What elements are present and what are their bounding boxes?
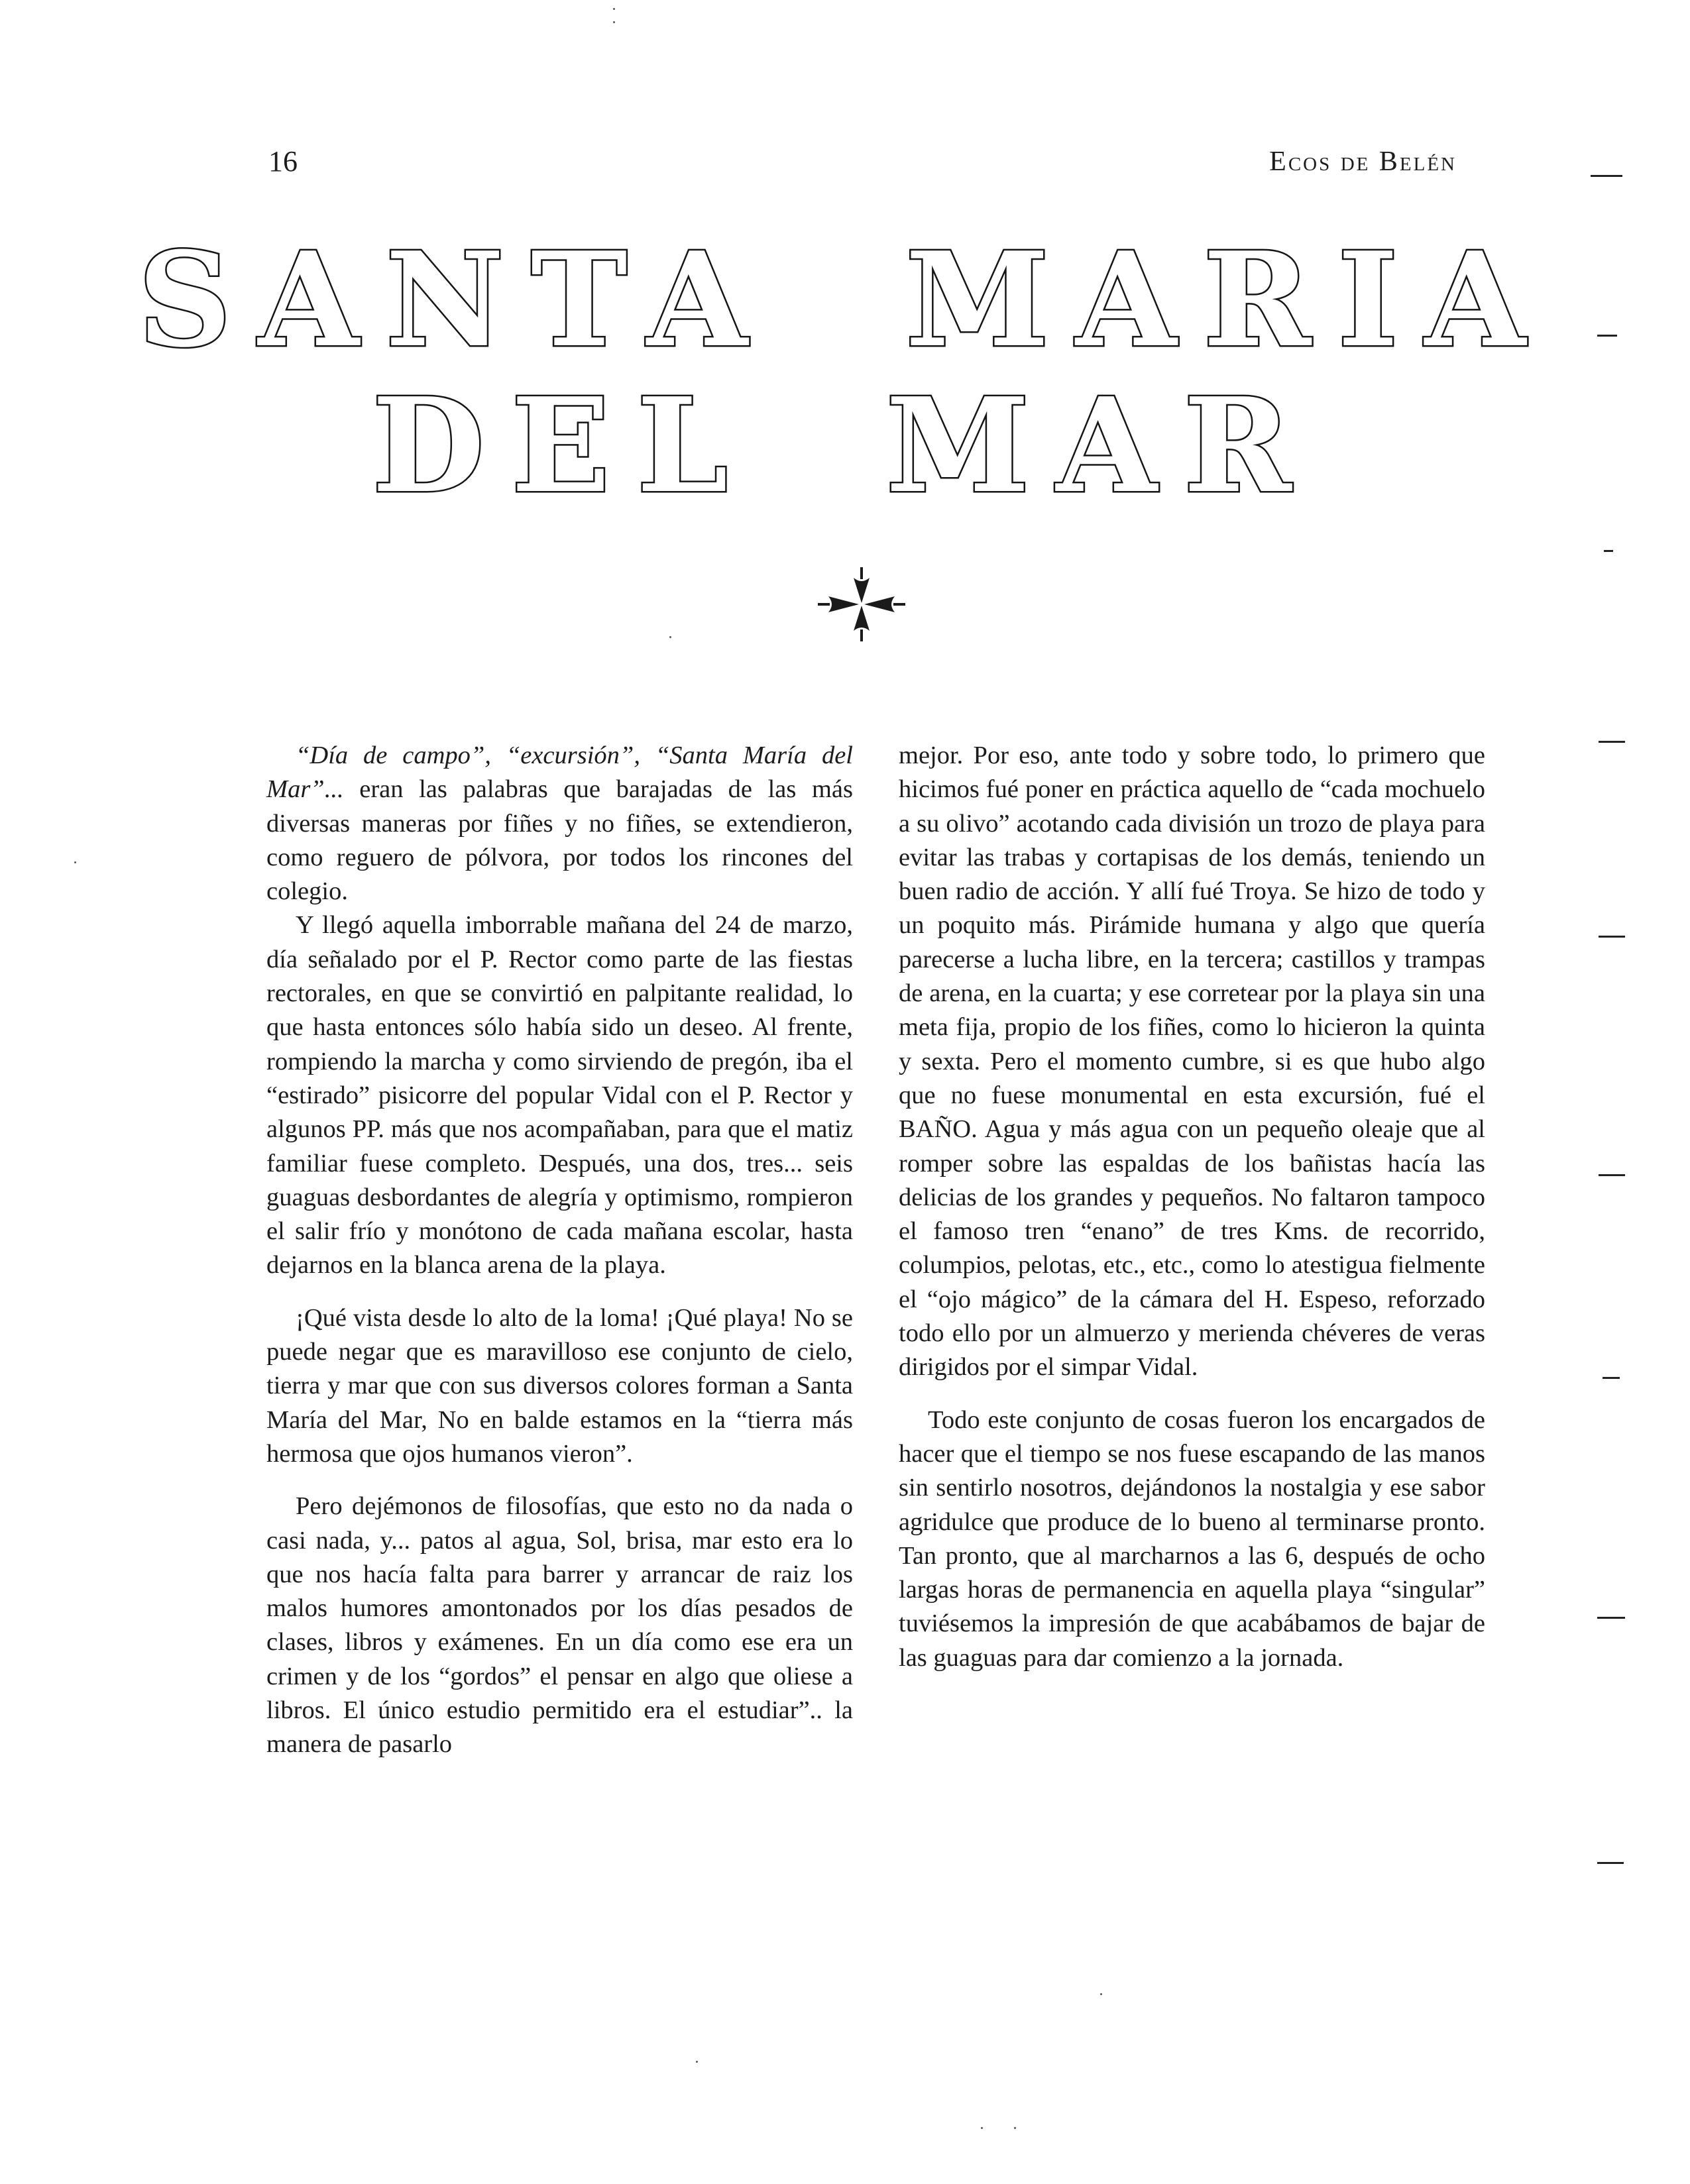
page-number: 16 [268, 145, 298, 178]
speck [1014, 2127, 1016, 2129]
article-column-right [899, 739, 1485, 1675]
speck [1100, 1993, 1102, 1995]
speck [669, 636, 671, 638]
margin-mark [1597, 335, 1617, 337]
margin-mark [1591, 175, 1622, 177]
margin-mark [1604, 550, 1613, 552]
speck [613, 21, 615, 23]
margin-mark [1599, 1174, 1625, 1176]
paragraph-text: eran las palabras que barajadas de las más diversas maneras por fiñes y no fiñes, se extendieron, como reguero de pólvora, por todos los rincones del colegio. [266, 775, 853, 906]
article-title-line-1: SANTA MARIA [138, 224, 1552, 376]
paragraph: ¡Qué vista desde lo alto de la loma! ¡Qué playa! No se puede negar que es maravilloso ese conjunto de cielo, tierra y mar que con sus diversos colores forman a Santa María del Mar, No en balde estamos en la “tierra más hermosa que ojos humanos vieron”. [266, 1303, 853, 1468]
paragraph: Pero dejémonos de filosofías, que esto no da nada o casi nada, y... patos al agua, Sol, brisa, mar esto era lo que nos hacía falta para barrer y arrancar de raiz los malos humores amontonados por los días pesados de clases, libros y exámenes. En un día como ese era un crimen y de los “gordos” el pensar en algo que oliese a libros. El único estudio permitido era el estudiar”.. la manera de pasarlo [266, 1492, 853, 1759]
article-column-left [266, 739, 853, 1762]
paragraph [266, 739, 853, 908]
speck [613, 8, 615, 10]
lead-phrase: “Día de campo”, “excursión”, “Santa María del Mar”... [266, 741, 853, 804]
margin-mark [1597, 1862, 1624, 1864]
margin-mark [1599, 741, 1625, 743]
margin-mark [1597, 1617, 1625, 1619]
speck [981, 2127, 983, 2129]
margin-mark [1603, 1377, 1620, 1379]
margin-mark [1599, 936, 1625, 938]
paragraph: mejor. Por eso, ante todo y sobre todo, lo primero que hicimos fué poner en práctica aquello de “cada mochuelo a su olivo” acotando cada división un trozo de playa para evitar las trabas y cortapisas de los demás, teniendo un buen radio de acción. Y allí fué Troya. Se hizo de todo y un poquito más. Pirámide humana y algo que quería parecerse a lucha libre, en la tercera; castillos y trampas de arena, en la cuarta; y ese corretear por la playa sin una meta fija, propio de los fiñes, como lo hicieron la quinta y sexta. Pero el momento cumbre, si es que hubo algo que no fuese monumental en esta excursión, fué el BAÑO. Agua y más agua con un pequeño oleaje que al romper sobre las espaldas de los bañistas hacía las delicias de los grandes y pequeños. No faltaron tampoco el famoso tren “enano” de tres Kms. de recorrido, columpios, pelotas, etc., etc., como lo atestigua fielmente el “ojo mágico” de la cámara del H. Espeso, reforzado todo ello por un almuerzo y merienda chéveres de veras dirigidos por el simpar Vidal. [899, 741, 1485, 1382]
speck [696, 2061, 698, 2063]
speck [74, 861, 76, 863]
running-head: Ecos de Belén [1269, 146, 1457, 177]
fleur-cross-ornament-icon [815, 565, 908, 644]
paragraph: Y llegó aquella imborrable mañana del 24 de marzo, día señalado por el P. Rector como parte de las fiestas rectorales, en que se convirtió en palpitante realidad, lo que hasta entonces sólo había sido un deseo. Al frente, rompiendo la marcha y como sirviendo de pregón, iba el “estirado” pisicorre del popular Vidal con el P. Rector y algunos PP. más que nos acompañaban, para que el matiz familiar fuese completo. Después, una dos, tres... seis guaguas desbordantes de alegría y optimismo, rompieron el salir frío y monótono de cada mañana escolar, hasta dejarnos en la blanca arena de la playa. [266, 911, 853, 1280]
article-title-line-2: DEL MAR [372, 370, 1318, 522]
paragraph: Todo este conjunto de cosas fueron los encargados de hacer que el tiempo se nos fuese escapando de las manos sin sentirlo nosotros, dejándonos la nostalgia y ese sabor agridulce que produce de lo bueno al terminarse pronto. Tan pronto, que al marcharnos a las 6, después de ocho largas horas de permanencia en aquella playa “singular” tuviésemos la impresión de que acabábamos de bajar de las guaguas para dar comienzo a la jornada. [899, 1405, 1485, 1672]
